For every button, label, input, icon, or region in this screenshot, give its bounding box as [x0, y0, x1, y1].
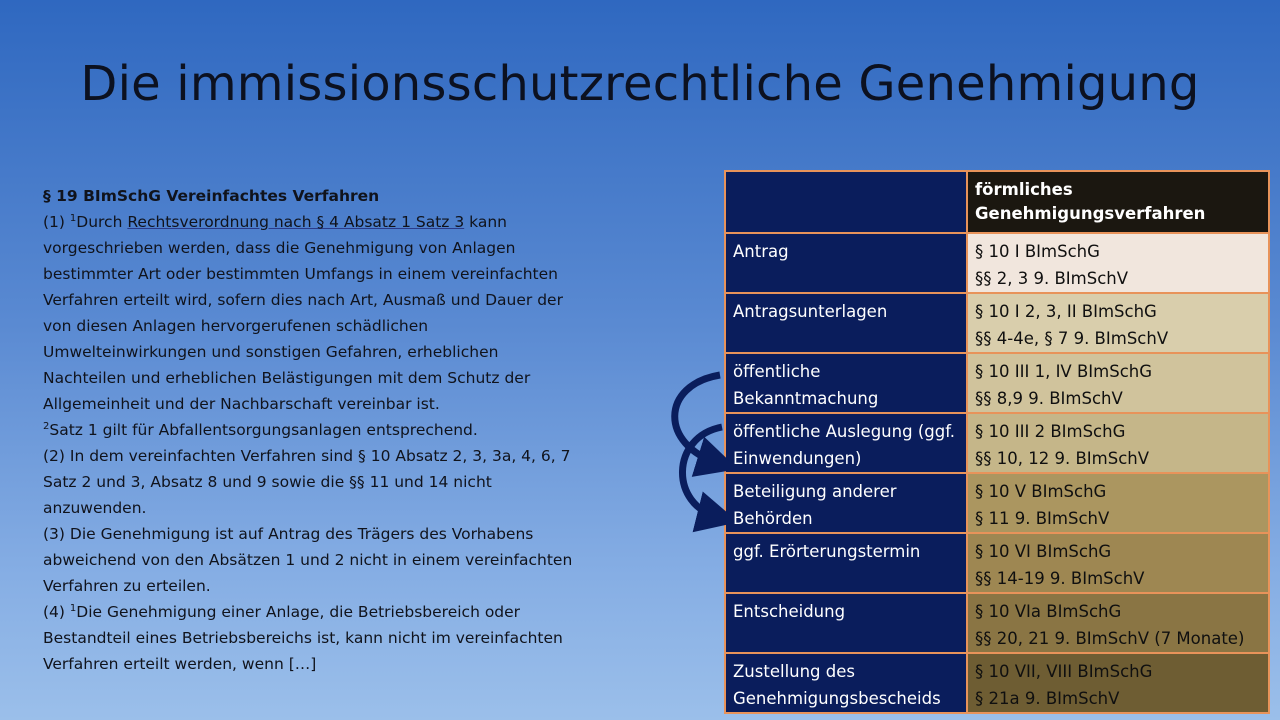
legal-reference-cell	[967, 533, 1269, 593]
law-paragraph-3: (3) Die Genehmigung ist auf Antrag des Trägers des Vorhabens abweichend von den Absätzen 1 und 2 nicht in einem vereinfachten Verfahren zu erteilen.	[43, 525, 573, 595]
procedure-step-cell: Zustellung des Genehmigungsbescheids	[725, 653, 967, 713]
legal-reference-primary: § 10 I BImSchG	[975, 242, 1100, 261]
legal-reference-primary: § 10 I 2, 3, II BImSchG	[975, 302, 1157, 321]
procedure-step-cell: Antrag	[725, 233, 967, 293]
procedure-step-cell: Beteiligung anderer Behörden	[725, 473, 967, 533]
table-row	[725, 533, 1269, 593]
p1-sentence-2-marker: 2	[43, 421, 50, 432]
legal-reference-primary: § 10 VIa BImSchG	[975, 602, 1122, 621]
p4-sentence-marker: 1	[69, 603, 77, 614]
legal-reference-cell	[967, 593, 1269, 653]
legal-reference-secondary: §§ 14-19 9. BImSchV	[975, 569, 1145, 588]
header-right-cell: förmliches Genehmigungsverfahren	[967, 171, 1269, 233]
curved-arrow-icon	[682, 427, 722, 517]
legal-reference-secondary: §§ 4-4e, § 7 9. BImSchV	[975, 329, 1169, 348]
table-row	[725, 353, 1269, 413]
slide-title: Die immissionsschutzrechtliche Genehmigung	[80, 56, 1200, 112]
table-row	[725, 413, 1269, 473]
legal-reference-cell	[967, 293, 1269, 353]
legal-reference-secondary: §§ 2, 3 9. BImSchV	[975, 269, 1129, 288]
legal-reference-secondary: §§ 20, 21 9. BImSchV (7 Monate)	[975, 629, 1245, 648]
law-heading: § 19 BImSchG Vereinfachtes Verfahren	[43, 187, 380, 205]
law-paragraph-2: (2) In dem vereinfachten Verfahren sind § 10 Absatz 2, 3, 3a, 4, 6, 7 Satz 2 und 3, Absatz 8 und 9 sowie die §§ 11 und 14 nicht anzuwenden.	[43, 447, 571, 517]
procedure-step-cell: ggf. Erörterungstermin	[725, 533, 967, 593]
p1-underlined-reference[interactable]: Rechtsverordnung nach § 4 Absatz 1 Satz 3	[127, 213, 465, 231]
legal-reference-secondary: § 11 9. BImSchV	[975, 509, 1110, 528]
p4-text: Die Genehmigung einer Anlage, die Betriebsbereich oder Bestandteil eines Betriebsbereichs ist, kann nicht im vereinfachten Verfahren erteilt werden, wenn […]	[43, 603, 563, 673]
table-row	[725, 653, 1269, 713]
procedure-step-cell: Entscheidung	[725, 593, 967, 653]
procedure-table	[724, 170, 1270, 714]
legal-reference-cell	[967, 653, 1269, 713]
legal-reference-secondary: §§ 10, 12 9. BImSchV	[975, 449, 1150, 468]
table-row	[725, 473, 1269, 533]
table-header-row	[725, 171, 1269, 233]
legal-reference-primary: § 10 III 1, IV BImSchG	[975, 362, 1153, 381]
procedure-step-cell: Antragsunterlagen	[725, 293, 967, 353]
p1-text-c: Satz 1 gilt für Abfallentsorgungsanlagen entsprechend.	[49, 421, 478, 439]
law-text-block	[43, 183, 583, 677]
legal-reference-cell	[967, 473, 1269, 533]
procedure-step-cell: öffentliche Auslegung (ggf. Einwendungen)	[725, 413, 967, 473]
p1-text-b: kann vorgeschrieben werden, dass die Genehmigung von Anlagen bestimmter Art oder bestimmten Umfangs in einem vereinfachten Verfahren erteilt wird, sofern dies nach Art, Ausmaß und Dauer der von diesen Anlagen hervorgerufenen schädlichen Umwelteinwirkungen und sonstigen Gefahren, erheblichen Nachteilen und erheblichen Belästigungen mit dem Schutz der Allgemeinheit und der Nachbarschaft vereinbar ist.	[43, 213, 563, 413]
table-row	[725, 233, 1269, 293]
legal-reference-cell	[967, 233, 1269, 293]
curved-arrow-icon	[675, 375, 720, 463]
law-paragraph-1	[43, 209, 583, 443]
procedure-step-cell: öffentliche Bekanntmachung	[725, 353, 967, 413]
p1-sentence-1-marker: 1	[69, 213, 77, 224]
table-row	[725, 293, 1269, 353]
legal-reference-secondary: §§ 8,9 9. BImSchV	[975, 389, 1123, 408]
header-left-cell	[725, 171, 967, 233]
legal-reference-primary: § 10 VII, VIII BImSchG	[975, 662, 1153, 681]
arrows-overlay	[660, 365, 730, 535]
p4-number: (4)	[43, 603, 70, 621]
p1-number: (1)	[43, 213, 70, 231]
table-row	[725, 593, 1269, 653]
legal-reference-cell	[967, 353, 1269, 413]
law-paragraph-4	[43, 599, 583, 677]
legal-reference-secondary: § 21a 9. BImSchV	[975, 689, 1120, 708]
p1-text-a: Durch	[76, 213, 128, 231]
legal-reference-primary: § 10 V BImSchG	[975, 482, 1107, 501]
legal-reference-cell	[967, 413, 1269, 473]
legal-reference-primary: § 10 III 2 BImSchG	[975, 422, 1126, 441]
legal-reference-primary: § 10 VI BImSchG	[975, 542, 1112, 561]
